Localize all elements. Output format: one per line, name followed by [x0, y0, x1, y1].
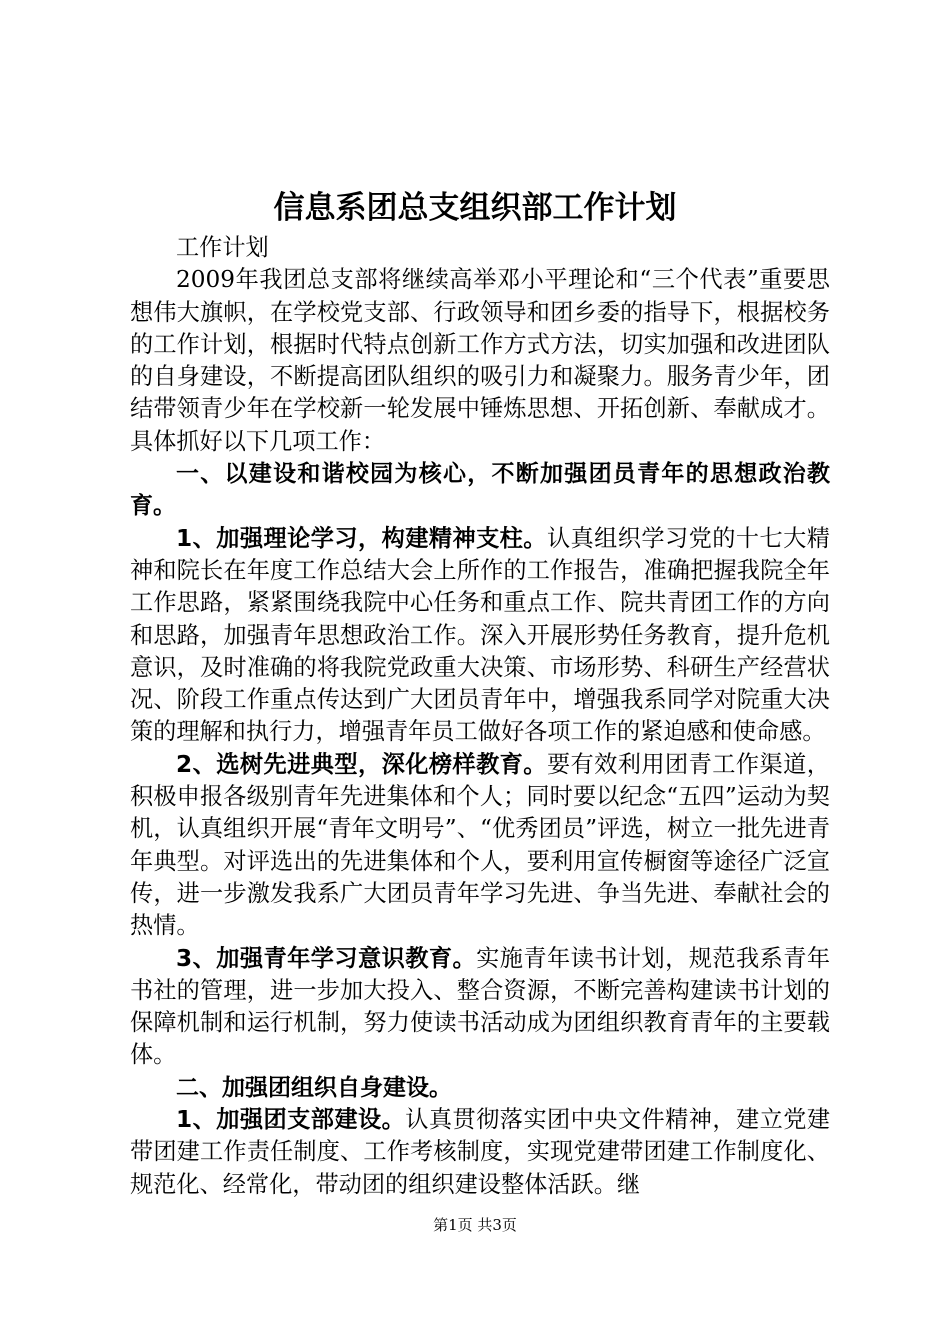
item-lead: 3、加强青年学习意识教育。 [176, 944, 477, 972]
item-text: 认真贯彻落实团中央文件精神，建立党建带团建工作责任制度、工作考核制度，实现党建带团建工作制度化、规范化、经常化，带动团的组织建设整体活跃。继 [130, 1106, 831, 1198]
page-title: 信息系团总支组织部工作计划 [273, 190, 677, 226]
document-body [130, 232, 830, 1201]
intro-paragraph: 2009年我团总支部将继续高举邓小平理论和“三个代表”重要思想伟大旗帜，在学校党支部、行政领导和团乡委的指导下，根据校务的工作计划，根据时代特点创新工作方式方法，切实加强和改进团队的自身建设，不断提高团队组织的吸引力和凝聚力。服务青少年，团结带领青少年在学校新一轮发展中锤炼思想、开拓创新、奉献成才。具体抓好以下几项工作： [130, 266, 830, 455]
item-paragraph-1-3 [130, 943, 830, 1072]
section-heading-1: 一、以建设和谐校园为核心，不断加强团员青年的思想政治教育。 [130, 461, 830, 520]
item-text: 认真组织学习党的十七大精神和院长在年度工作总结大会上所作的工作报告，准确把握我院全年工作思路，紧紧围绕我院中心任务和重点工作、院共青团工作的方向和思路，加强青年思想政治工作。深入开展形势任务教育，提升危机意识，及时准确的将我院党政重大决策、市场形势、科研生产经营状况、阶段工作重点传达到广大团员青年中，增强我系同学对院重大决策的理解和执行力，增强青年员工做好各项工作的紧迫感和使命感。 [130, 524, 830, 746]
page-footer: 第1页 共3页 [433, 1216, 517, 1234]
item-text: 实施青年读书计划，规范我系青年书社的管理，进一步加大投入、整合资源，不断完善构建读书计划的保障机制和运行机制，努力使读书活动成为团组织教育青年的主要载体。 [130, 944, 831, 1069]
section-heading-2: 二、加强团组织自身建设。 [176, 1074, 452, 1101]
item-lead: 1、加强理论学习，构建精神支柱。 [176, 524, 547, 552]
item-text: 要有效利用团青工作渠道，积极申报各级别青年先进集体和个人；同时要以纪念“五四”运动为契机，认真组织开展“青年文明号”、“优秀团员”评选，树立一批先进青年典型。对评选出的先进集体和个人，要利用宣传橱窗等途径广泛宣传，进一步激发我系广大团员青年学习先进、争当先进、奉献社会的热情。 [130, 750, 830, 940]
item-paragraph-1-2 [130, 749, 830, 943]
item-lead: 2、选树先进典型，深化榜样教育。 [176, 750, 547, 778]
item-paragraph-2-1 [130, 1104, 830, 1201]
subtitle-paragraph: 工作计划 [176, 234, 269, 261]
item-lead: 1、加强团支部建设。 [176, 1106, 406, 1134]
item-paragraph-1-1 [130, 523, 830, 749]
